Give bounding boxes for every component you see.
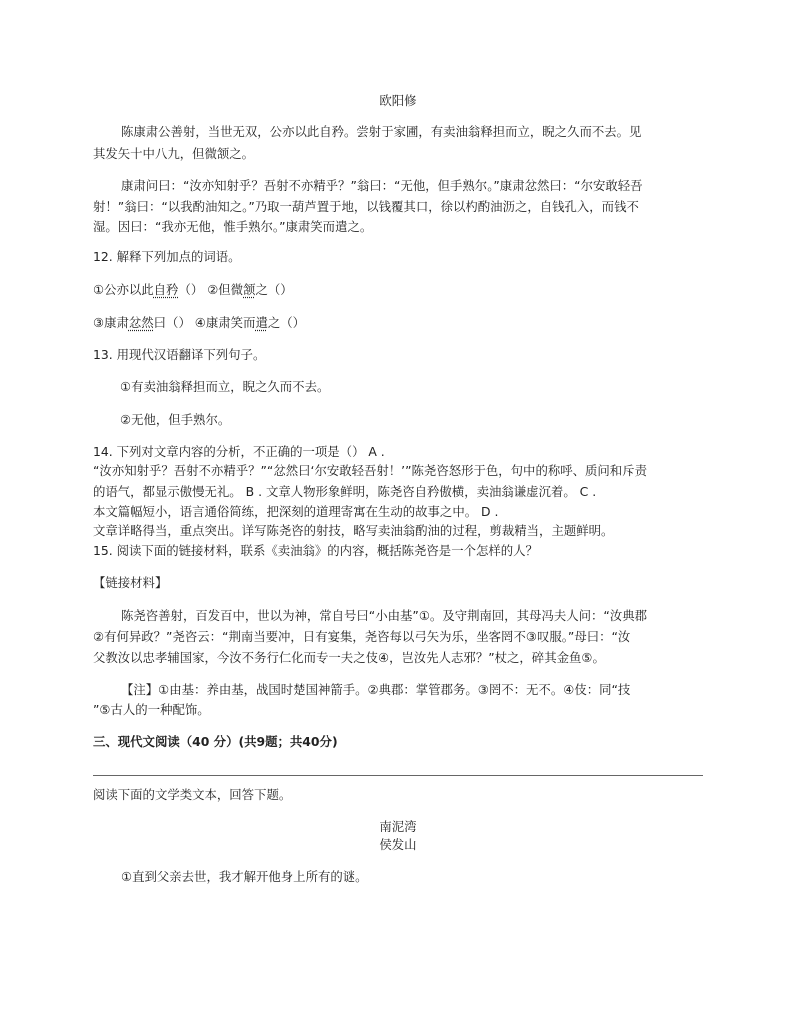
- question-15-stem: 15. 阅读下面的链接材料，联系《卖油翁》的内容，概括陈尧咨是一个怎样的人？: [93, 543, 538, 558]
- passage-paragraph-1-line: 其发矢十中八九，但微颔之。: [93, 146, 255, 161]
- q12-item-3-pre: ③康肃: [93, 315, 129, 330]
- note-line: ”⑤古人的一种配饰。: [93, 702, 210, 717]
- question-12-row-2: [93, 314, 703, 332]
- question-13-stem: 13. 用现代汉语翻译下列句子。: [93, 347, 266, 362]
- modern-reading-instruction: 阅读下面的文学类文本，回答下题。: [93, 787, 292, 802]
- passage-paragraph-1-line: 陈康肃公善射，当世无双，公亦以此自矜。尝射于家圃，有卖油翁释担而立，睨之久而不去。见: [121, 124, 642, 139]
- question-14-line: 文章详略得当，重点突出。详写陈尧咨的射技，略写卖油翁酌油的过程，剪裁精当，主题鲜明。: [93, 523, 614, 538]
- passage-author: 欧阳修: [379, 93, 417, 108]
- passage-paragraph-2-line: 射！”翁曰：“以我酌油知之。”乃取一葫芦置于地，以钱覆其口，徐以杓酌油沥之，自钱孔入，而钱不: [93, 199, 639, 214]
- question-14-line: “汝亦知射乎？吾射不亦精乎？”“忿然曰‘尔安敢轻吾射！’”陈尧咨怒形于色，句中的称呼、质问和斥责: [93, 463, 647, 478]
- modern-paragraph-1: ①直到父亲去世，我才解开他身上所有的谜。: [121, 869, 368, 884]
- q12-dotted-word-1: 自矜: [153, 282, 179, 297]
- q13-sentence-2: ②无他，但手熟尔。: [120, 412, 231, 427]
- q12-item-4-pre: ④康肃笑而: [194, 315, 256, 330]
- question-12-stem: 12. 解释下列加点的词语。: [93, 249, 241, 264]
- passage-paragraph-2-line: 康肃问曰：“汝亦知射乎？吾射不亦精乎？”翁曰：“无他，但手熟尔。”康肃忿然曰：“尔安敢轻吾: [121, 178, 643, 193]
- document-page: [93, 0, 703, 1028]
- passage-paragraph-2-line: 湿。因曰：“我亦无他，惟手熟尔。”康肃笑而遣之。: [93, 219, 373, 234]
- q12-answer-blank-1[interactable]: （）: [178, 282, 204, 297]
- link-material-title: 【链接材料】: [93, 575, 168, 590]
- q12-item-1-pre: ①公亦以此: [93, 282, 154, 297]
- section-divider: [93, 775, 703, 776]
- q12-item-2-pre: ②但微: [207, 282, 244, 297]
- q12-answer-blank-4[interactable]: 之（）: [267, 315, 306, 330]
- q12-dotted-word-2: 颔: [243, 282, 256, 297]
- section-3-heading: 三、现代文阅读（40 分）(共9题；共40分): [93, 734, 338, 749]
- link-material-line: ②有何异政？”尧咨云：“荆南当要冲，日有宴集，尧咨每以弓矢为乐，坐客罔不③叹服。”母曰：“汝: [93, 629, 631, 644]
- q12-answer-blank-2[interactable]: 之（）: [255, 282, 293, 297]
- q13-sentence-1: ①有卖油翁释担而立，睨之久而不去。: [120, 379, 330, 394]
- question-14-line: 本文篇幅短小，语言通俗简练，把深刻的道理寄寓在生动的故事之中。 D .: [93, 504, 499, 519]
- link-material-line: 父教汝以忠孝辅国家，今汝不务行仁化而专一夫之伎④，岂汝先人志邪？”杖之，碎其金鱼⑤。: [93, 650, 605, 665]
- question-14-line: 14. 下列对文章内容的分析，不正确的一项是（） A .: [93, 444, 385, 459]
- question-14-line: 的语气，都显示傲慢无礼。 B . 文章人物形象鲜明，陈尧咨自矜傲横，卖油翁谦虚沉着。 C .: [93, 484, 597, 499]
- q12-dotted-word-3: 忿然: [128, 315, 154, 330]
- link-material-line: 陈尧咨善射，百发百中，世以为神，常自号曰“小由基”①。及守荆南回，其母冯夫人问：“汝典郡: [121, 608, 647, 623]
- q12-dotted-word-4: 遣: [255, 315, 268, 330]
- modern-text-title: 南泥湾: [379, 819, 417, 834]
- question-12-row-1: [93, 281, 703, 299]
- modern-text-author: 侯发山: [379, 837, 417, 852]
- note-line: 【注】①由基：养由基，战国时楚国神箭手。②典郡：掌管郡务。③罔不：无不。④伎：同“技: [121, 682, 631, 697]
- q12-answer-blank-3[interactable]: 曰（）: [153, 315, 191, 330]
